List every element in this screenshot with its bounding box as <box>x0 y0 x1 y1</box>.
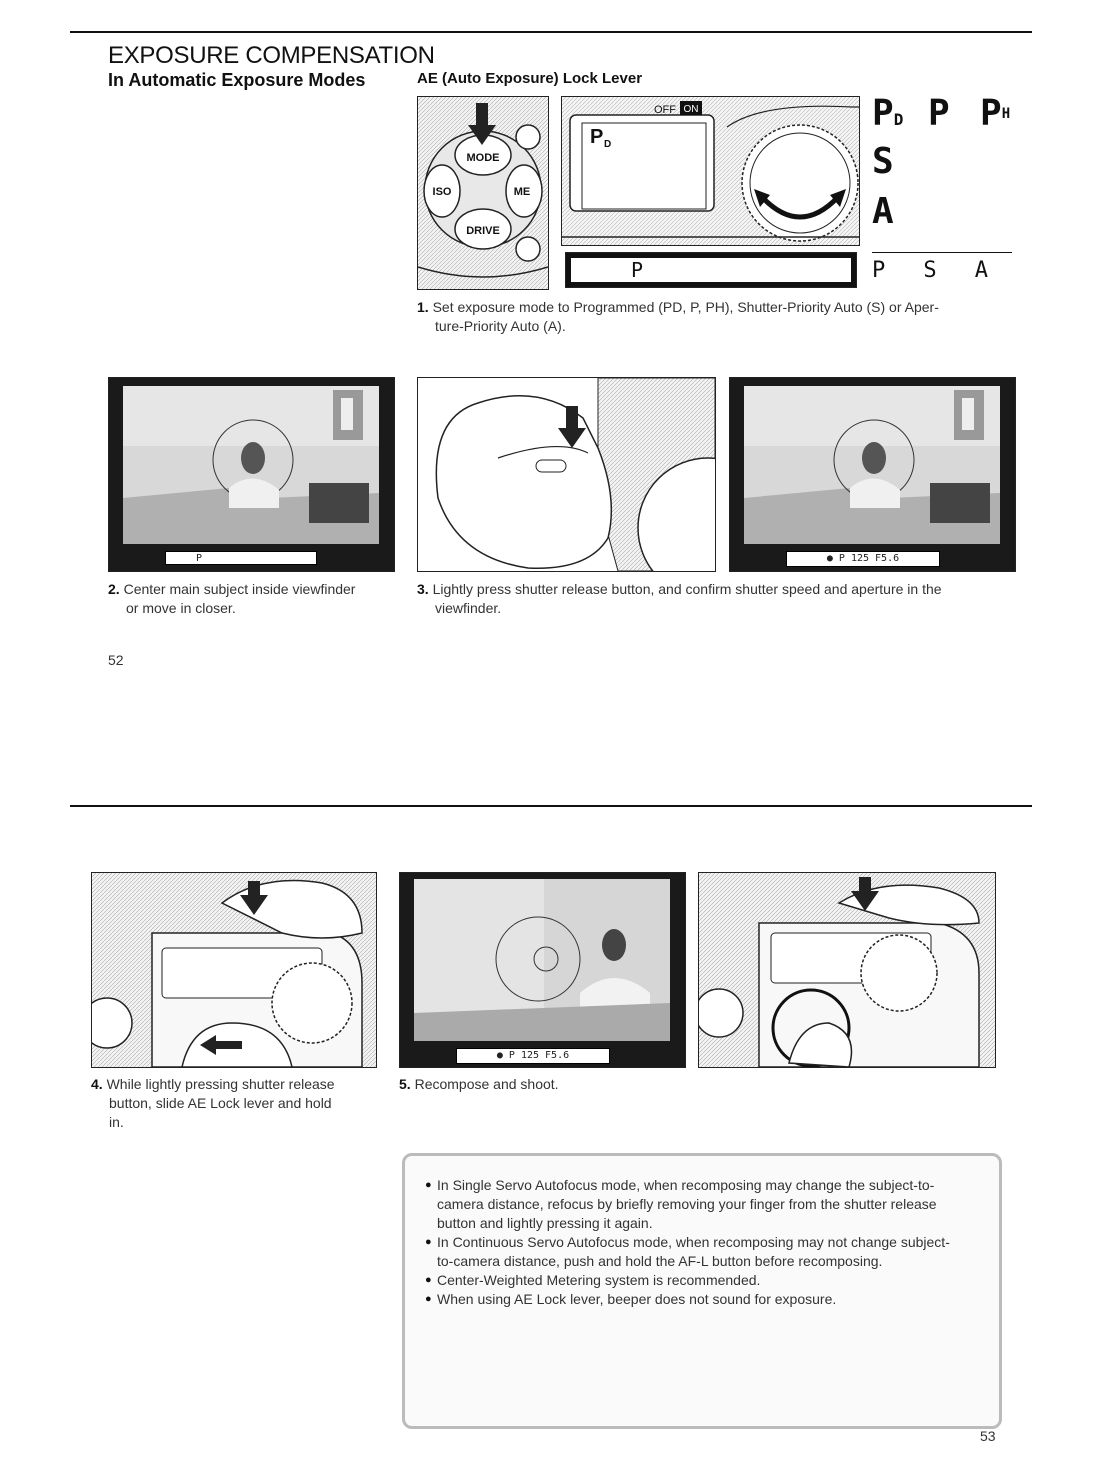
mode-symbol-pd: PD <box>872 93 904 134</box>
drive-label: DRIVE <box>466 225 500 237</box>
viewfinder-readout-5: ● P 125 F5.6 <box>456 1048 610 1064</box>
mode-button-illustration <box>417 96 549 290</box>
top-rule <box>70 31 1032 33</box>
step-1-caption: 1. Set exposure mode to Programmed (PD, P, PH), Shutter-Priority Auto (S) or Aper- ture-Priority Auto (A). <box>417 299 939 334</box>
note-item: ● In Single Servo Autofocus mode, when recomposing may change the subject-to-camera distance, refocus by briefly removing your finger from the shutter release button and lightly pressing it again. <box>425 1176 965 1233</box>
lcd-small-d: D <box>604 139 612 150</box>
step-2-caption: 2. Center main subject inside viewfinder or move in closer. <box>108 581 356 616</box>
viewfinder-readout-2: ● P 125 F5.6 <box>786 551 940 567</box>
mode-letters-row <box>872 258 1012 283</box>
note-item: ● In Continuous Servo Autofocus mode, when recomposing may not change subject-to-camera distance, push and hold the AF-L button before recomposing. <box>425 1233 965 1271</box>
note-item: ● Center-Weighted Metering system is recommended. <box>425 1271 965 1290</box>
on-label: ON <box>683 104 699 115</box>
mode-symbol-ph: $P^H$ <box>980 93 1011 134</box>
viewfinder-readout-1: P <box>165 551 317 565</box>
shutter-press-illustration <box>417 377 716 572</box>
lcd-command-dial-illustration <box>561 96 860 246</box>
step-4-caption: 4. While lightly pressing shutter release button, slide AE Lock lever and hold in. <box>91 1076 335 1130</box>
notes-box <box>402 1153 1002 1429</box>
mode-letter-s: S <box>923 258 937 283</box>
note-item: ● When using AE Lock lever, beeper does not sound for exposure. <box>425 1290 965 1309</box>
page-subtitle: In Automatic Exposure Modes <box>108 70 366 90</box>
page-title: EXPOSURE COMPENSATION <box>108 42 435 69</box>
notes-list <box>425 1176 965 1309</box>
iso-label: ISO <box>432 186 452 198</box>
step-5-caption: 5. Recompose and shoot. <box>399 1076 559 1092</box>
ae-lock-heading: AE (Auto Exposure) Lock Lever <box>417 70 643 87</box>
page-number-53: 53 <box>980 1428 996 1444</box>
mode-label: MODE <box>466 152 500 164</box>
page-number-52: 52 <box>108 652 124 668</box>
mode-symbol-a: A <box>872 191 894 232</box>
ae-lock-held-illustration <box>698 872 996 1068</box>
step-3-caption: 3. Lightly press shutter release button, and confirm shutter speed and aperture in the viewfinder. <box>417 581 942 616</box>
off-label: OFF <box>654 104 676 116</box>
ae-lock-slide-illustration <box>91 872 377 1068</box>
viewfinder-photo-recompose <box>399 872 686 1068</box>
lcd-panel-strip <box>565 252 857 288</box>
mode-letter-p: P <box>872 258 886 283</box>
mode-symbol-s: S <box>872 141 894 182</box>
me-label: ME <box>513 186 531 198</box>
mode-symbol-p: P <box>928 93 950 134</box>
lcd-mode-letter: P <box>631 258 644 282</box>
bottom-rule <box>70 805 1032 807</box>
viewfinder-photo-center-subject <box>108 377 395 572</box>
lcd-small-p: P <box>590 126 604 148</box>
mode-symbol-rule <box>872 252 1012 253</box>
viewfinder-photo-confirm-exposure <box>729 377 1016 572</box>
mode-letter-a: A <box>974 258 988 283</box>
